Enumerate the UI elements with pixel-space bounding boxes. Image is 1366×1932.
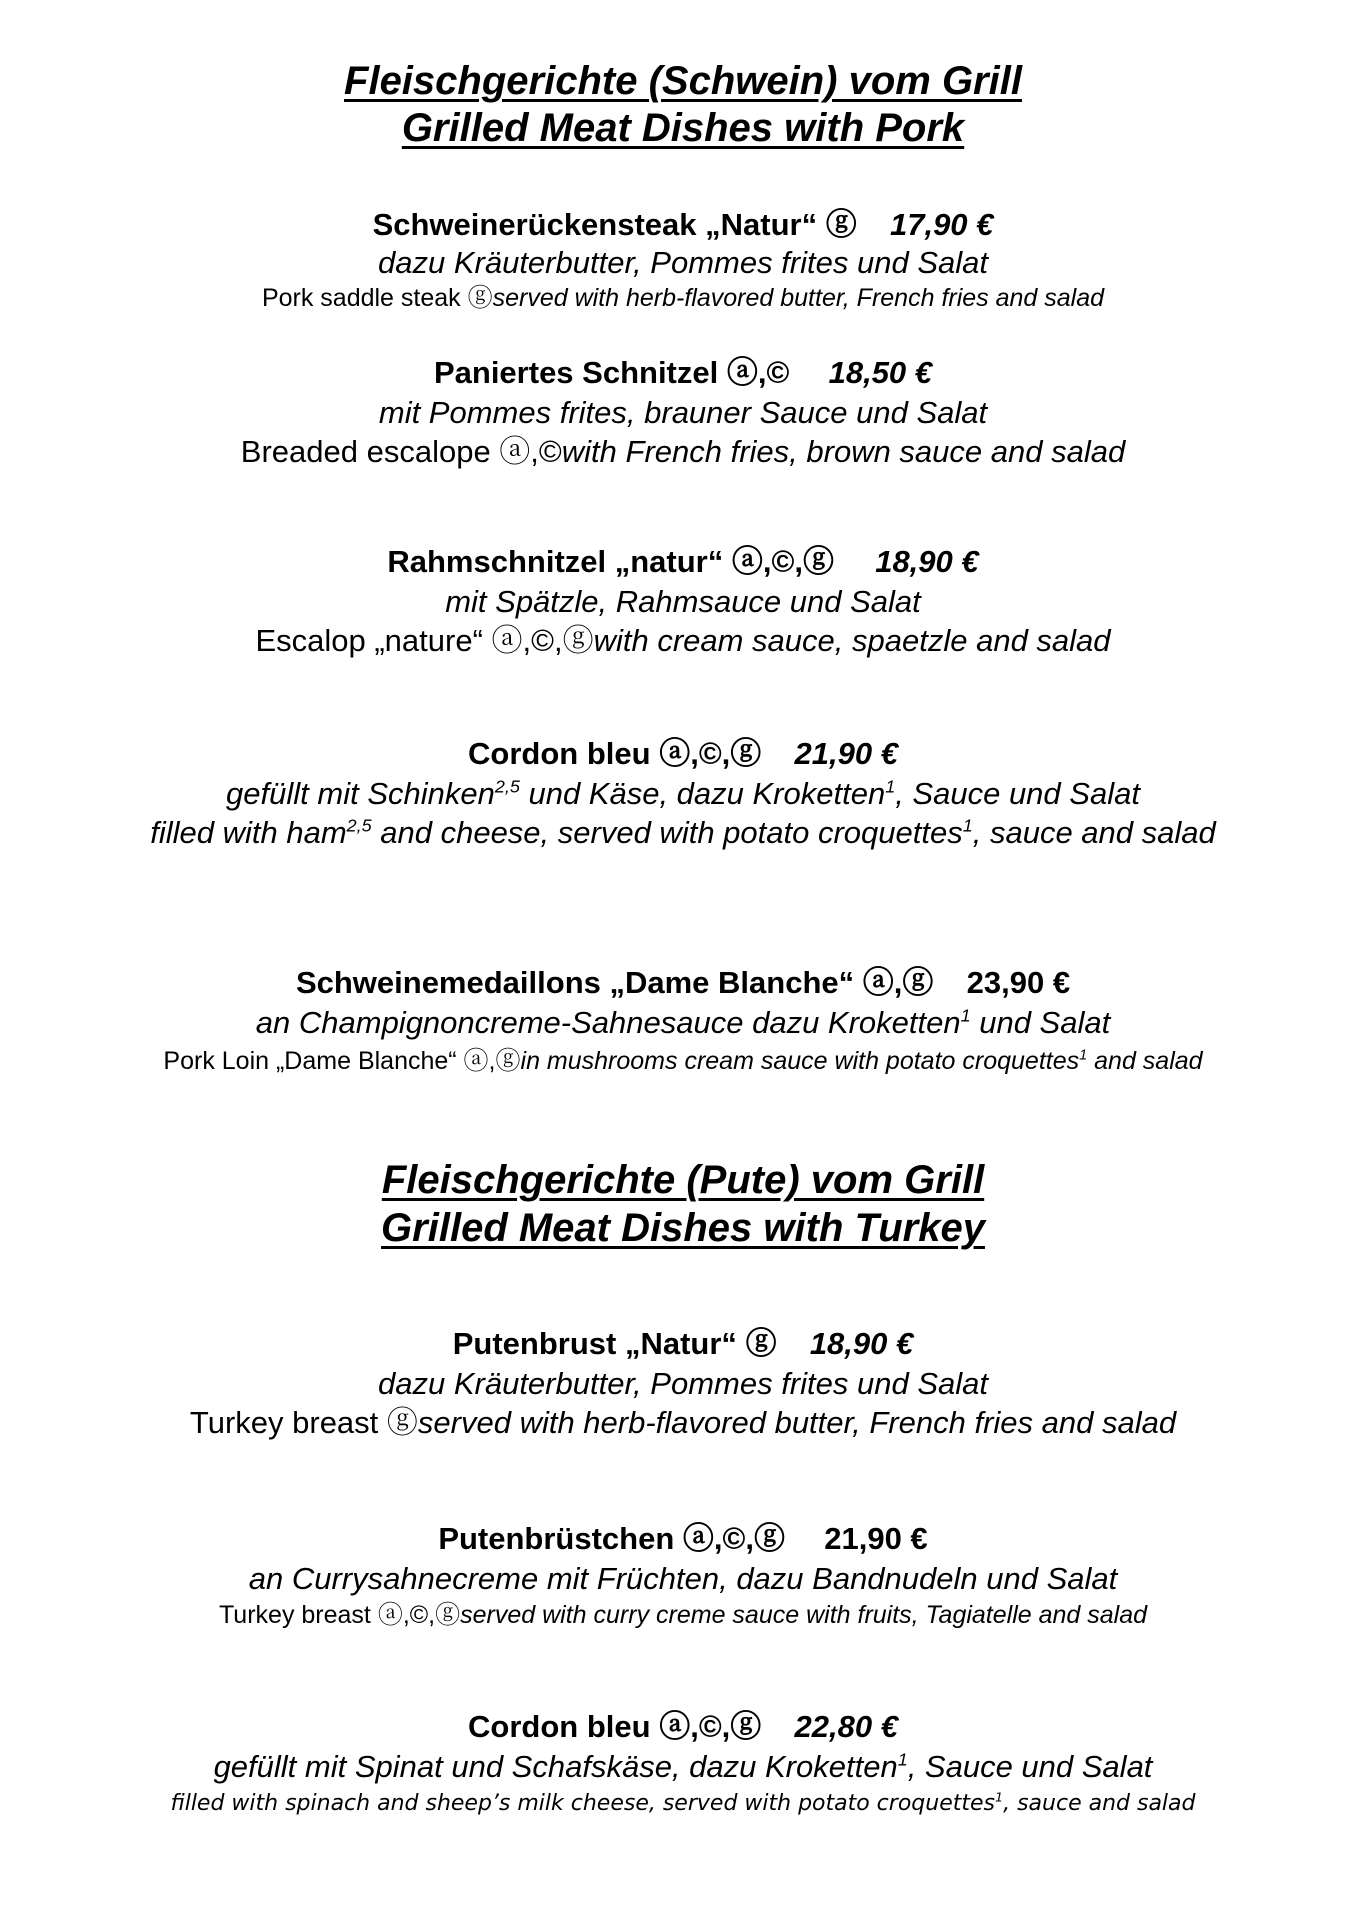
item-description-de: an Currysahnecreme mit Früchten, dazu Bandnudeln und Salat bbox=[248, 1561, 1118, 1596]
section-title-en: Grilled Meat Dishes with Turkey bbox=[381, 1206, 985, 1250]
item-description-de: dazu Kräuterbutter, Pommes frites und Salat bbox=[378, 1366, 988, 1401]
item-description-de: an Champignoncreme-Sahnesauce dazu Kroketten$^1$ und Salat bbox=[255, 1005, 1111, 1040]
menu-item-name: Cordon bleu ⓐ,©,ⓖ 22,80 € bbox=[468, 1709, 898, 1744]
item-description-de: dazu Kräuterbutter, Pommes frites und Salat bbox=[378, 245, 988, 280]
price: 22,80 € bbox=[794, 1709, 898, 1744]
item-description-en: Pork saddle steak ⓖserved with herb-flavored butter, French fries and salad bbox=[261, 284, 1105, 312]
price: 18,90 € bbox=[809, 1326, 914, 1361]
allergen-codes: ⓐ,©,ⓖ bbox=[659, 736, 762, 771]
allergen-codes: ⓐ,©,ⓖ bbox=[682, 1521, 785, 1556]
menu-item-name: Schweinemedaillons „Dame Blanche“ ⓐ,ⓖ 23,90 € bbox=[295, 965, 1071, 1000]
price: 23,90 € bbox=[966, 965, 1071, 1000]
item-description-en: Breaded escalope ⓐ,©with French fries, brown sauce and salad bbox=[240, 434, 1126, 469]
allergen-codes: ⓐ,© bbox=[726, 355, 790, 390]
price: 18,50 € bbox=[828, 355, 933, 390]
section-title-de: Fleischgerichte (Schwein) vom Grill bbox=[344, 59, 1022, 103]
menu-item-name: Cordon bleu ⓐ,©,ⓖ 21,90 € bbox=[468, 736, 898, 771]
menu-item-name: Schweinerückensteak „Natur“ ⓖ 17,90 € bbox=[372, 207, 994, 242]
price: 18,90 € bbox=[875, 544, 979, 579]
price: 21,90 € bbox=[824, 1521, 928, 1556]
item-description-de: gefüllt mit Spinat und Schafskäse, dazu Kroketten$^1$, Sauce und Salat bbox=[213, 1749, 1153, 1784]
menu-item-name: Putenbrust „Natur“ ⓖ 18,90 € bbox=[452, 1326, 914, 1361]
allergen-codes: ⓖ bbox=[745, 1326, 777, 1361]
item-description-en: Turkey breast ⓐ,©,ⓖserved with curry creme sauce with fruits, Tagiatelle and salad bbox=[218, 1601, 1148, 1629]
menu-item-name: Paniertes Schnitzel ⓐ,© 18,50 € bbox=[433, 355, 933, 390]
menu-item-name: Rahmschnitzel „natur“ ⓐ,©,ⓖ 18,90 € bbox=[387, 544, 979, 579]
allergen-codes: ⓐ,ⓖ bbox=[862, 965, 934, 1000]
price: 17,90 € bbox=[889, 207, 994, 242]
item-description-de: gefüllt mit Schinken$^{2,5}$ und Käse, dazu Kroketten$^1$, Sauce und Salat bbox=[226, 776, 1140, 811]
price: 21,90 € bbox=[794, 736, 898, 771]
item-description-en: filled with spinach and sheep’s milk cheese, served with potato croquettes$^1$, sauce and salad bbox=[170, 1790, 1196, 1816]
section-title-en: Grilled Meat Dishes with Pork bbox=[401, 106, 965, 150]
item-description-en: filled with ham$^{2,5}$ and cheese, served with potato croquettes$^1$, sauce and salad bbox=[150, 815, 1216, 850]
allergen-codes: ⓖ bbox=[825, 207, 857, 242]
item-description-de: mit Pommes frites, brauner Sauce und Salat bbox=[378, 395, 988, 430]
section-title-de: Fleischgerichte (Pute) vom Grill bbox=[381, 1158, 985, 1202]
allergen-codes: ⓐ,©,ⓖ bbox=[731, 544, 834, 579]
item-description-en: Pork Loin „Dame Blanche“ ⓐ,ⓖin mushrooms cream sauce with potato croquettes$^1$ and salad bbox=[163, 1047, 1203, 1075]
menu-item-name: Putenbrüstchen ⓐ,©,ⓖ 21,90 € bbox=[438, 1521, 928, 1556]
allergen-codes: ⓐ,©,ⓖ bbox=[659, 1709, 762, 1744]
item-description-en: Escalop „nature“ ⓐ,©,ⓖwith cream sauce, spaetzle and salad bbox=[255, 623, 1111, 658]
item-description-de: mit Spätzle, Rahmsauce und Salat bbox=[445, 584, 921, 619]
item-description-en: Turkey breast ⓖserved with herb-flavored butter, French fries and salad bbox=[189, 1405, 1177, 1440]
